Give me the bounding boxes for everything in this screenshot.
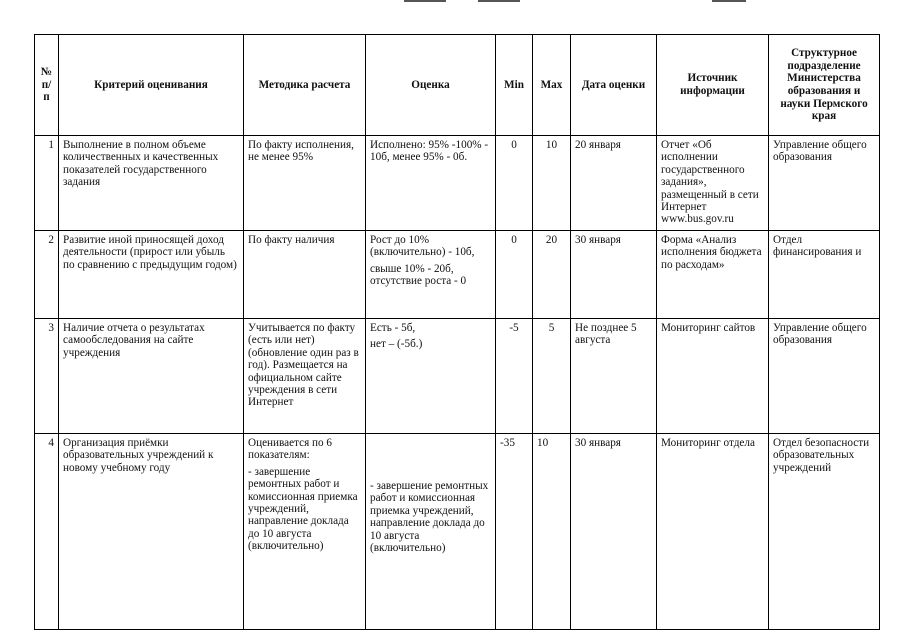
date-cell: 30 января	[571, 434, 657, 630]
score-text: - завершение ремонтных работ и комиссионная приемка учреждений, направление доклада до 10 августа (включительно)	[370, 480, 489, 555]
page-top-edge	[0, 0, 905, 6]
criterion-cell: Наличие отчета о результатах самообследования на сайте учреждения	[59, 319, 244, 434]
score-cell	[366, 319, 496, 434]
min-cell: -5	[496, 319, 533, 434]
criteria-table	[34, 34, 880, 630]
header-method: Методика расчета	[244, 35, 366, 136]
criterion-cell: Организация приёмки образовательных учреждений к новому учебному году	[59, 434, 244, 630]
top-edge-mark	[478, 0, 520, 2]
row-number: 1	[35, 136, 59, 231]
score-cell	[366, 136, 496, 231]
score-text: Есть - 5б,	[370, 322, 416, 334]
max-cell: 5	[533, 319, 571, 434]
score-cell	[366, 231, 496, 319]
min-cell: 0	[496, 231, 533, 319]
table-row	[35, 319, 880, 434]
score-cell	[366, 434, 496, 630]
header-min: Min	[496, 35, 533, 136]
criterion-cell: Развитие иной приносящей доход деятельности (прирост или убыль по сравнению с предыдущим годом)	[59, 231, 244, 319]
method-text: Оценивается по 6 показателям:	[248, 437, 332, 462]
method-text: Учитывается по факту (есть или нет) (обновление один раз в год). Размещается на официальном сайте учреждения в сети Интернет	[248, 322, 359, 409]
max-cell: 10	[533, 434, 571, 630]
source-cell: Мониторинг отдела	[657, 434, 769, 630]
max-cell: 10	[533, 136, 571, 231]
division-cell: Отдел безопасности образовательных учреждений	[769, 434, 880, 630]
table-header-row	[35, 35, 880, 136]
score-text: нет – (-5б.)	[370, 338, 423, 351]
table-row	[35, 231, 880, 319]
top-edge-mark	[712, 0, 746, 2]
date-cell: 30 января	[571, 231, 657, 319]
row-number: 2	[35, 231, 59, 319]
division-cell: Управление общего образования	[769, 136, 880, 231]
source-cell: Форма «Анализ исполнения бюджета по расходам»	[657, 231, 769, 319]
table-row	[35, 136, 880, 231]
header-max: Max	[533, 35, 571, 136]
max-cell: 20	[533, 231, 571, 319]
row-number: 3	[35, 319, 59, 434]
header-division: Структурное подразделение Министерства образования и науки Пермского края	[769, 35, 880, 136]
score-text: Рост до 10% (включительно) - 10б,	[370, 234, 475, 259]
header-criterion: Критерий оценивания	[59, 35, 244, 136]
score-text: свыше 10% - 20б, отсутствие роста - 0	[370, 262, 467, 288]
date-cell: Не позднее 5 августа	[571, 319, 657, 434]
method-cell	[244, 136, 366, 231]
method-text: - завершение ремонтных работ и комиссионная приемка учреждений, направление доклада до 10 августа (включительно)	[248, 465, 358, 553]
criterion-cell: Выполнение в полном объеме количественных и качественных показателей государственного задания	[59, 136, 244, 231]
top-edge-mark	[404, 0, 446, 2]
method-text: По факту исполнения, не менее 95%	[248, 139, 354, 164]
score-text: Исполнено: 95% -100% - 10б, менее 95% - 0б.	[370, 139, 489, 164]
header-score: Оценка	[366, 35, 496, 136]
method-text: По факту наличия	[248, 234, 335, 246]
division-cell: Отдел финансирования и	[769, 231, 880, 319]
min-cell: 0	[496, 136, 533, 231]
table-row	[35, 434, 880, 630]
method-cell	[244, 231, 366, 319]
row-number: 4	[35, 434, 59, 630]
header-date: Дата оценки	[571, 35, 657, 136]
min-cell: -35	[496, 434, 533, 630]
header-source: Источник информации	[657, 35, 769, 136]
date-cell: 20 января	[571, 136, 657, 231]
source-cell: Отчет «Об исполнении государственного задания», размещенный в сети Интернет www.bus.gov.ru	[657, 136, 769, 231]
division-cell: Управление общего образования	[769, 319, 880, 434]
method-cell	[244, 319, 366, 434]
method-cell	[244, 434, 366, 630]
header-num: № п/ п	[35, 35, 59, 136]
source-cell: Мониторинг сайтов	[657, 319, 769, 434]
